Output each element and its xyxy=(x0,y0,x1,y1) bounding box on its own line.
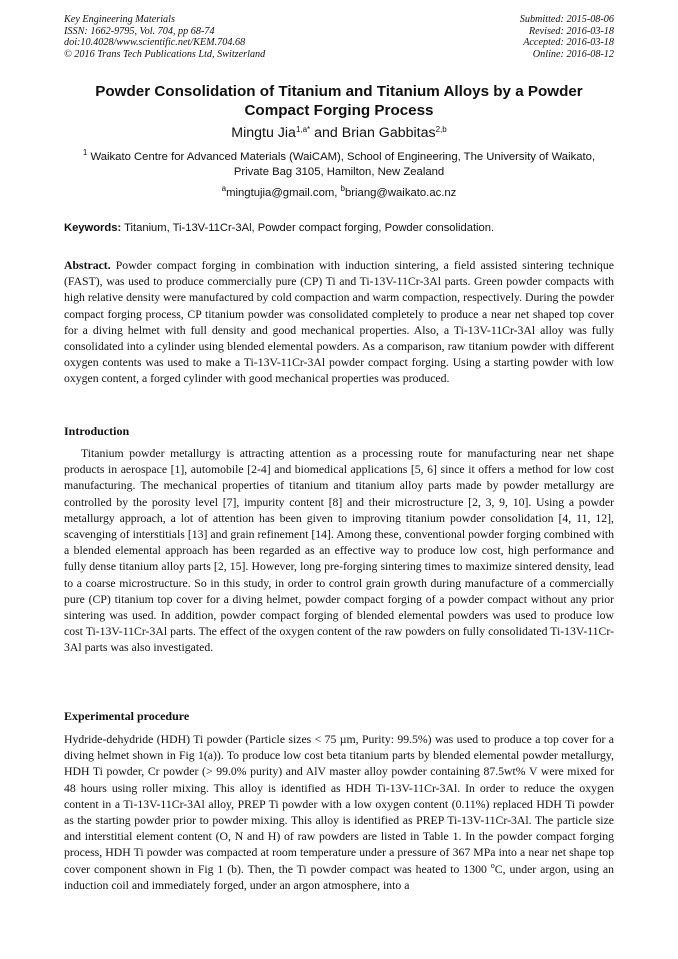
journal-name: Key Engineering Materials xyxy=(64,14,175,25)
keywords-label: Keywords: xyxy=(64,222,122,234)
author-list xyxy=(64,124,614,142)
section-heading-introduction: Introduction xyxy=(64,424,130,438)
abstract-label: Abstract. xyxy=(64,259,111,272)
author-conjunction: and xyxy=(310,125,342,141)
experimental-text-end: C, under argon, using an induction coil and immediately forged, under an argon atmosphere, into a xyxy=(64,862,615,892)
journal-issn: ISSN: 1662-9795, Vol. 704, pp 68-74 xyxy=(64,25,215,37)
keywords xyxy=(64,221,614,236)
email-superscript: a xyxy=(221,184,227,193)
affiliation xyxy=(76,150,602,180)
affiliation-text: Waikato Centre for Advanced Materials (WaiCAM), School of Engineering, The University of Waikato, Private Bag 3105, Hamilton, New Zealand xyxy=(87,151,596,178)
date-revised: Revised: 2016-03-18 xyxy=(528,25,614,37)
paper-title: Powder Consolidation of Titanium and Titanium Alloys by a Powder Compact Forging Process xyxy=(95,83,583,119)
abstract xyxy=(64,258,614,388)
email-link[interactable]: briang@waikato.ac.nz xyxy=(345,187,457,199)
journal-doi: doi:10.4028/www.scientific.net/KEM.704.68 xyxy=(64,37,246,49)
journal-info xyxy=(64,14,364,60)
introduction-section xyxy=(64,446,614,657)
journal-copyright: © 2016 Trans Tech Publications Ltd, Switzerland xyxy=(64,48,266,60)
keywords-text: Titanium, Ti-13V-11Cr-3Al, Powder compact forging, Powder consolidation. xyxy=(121,222,495,234)
email-link[interactable]: mingtujia@gmail.com, xyxy=(226,187,341,199)
date-online: Online: 2016-08-12 xyxy=(532,48,614,60)
experimental-text: Hydride-dehydride (HDH) Ti powder (Particle sizes < 75 µm, Purity: 99.5%) was used to produce a top cover for a diving helmet shown in Fig 1(a)). To produce low cost beta titanium parts by blended elemental powder metallurgy, HDH Ti powder, Cr powder (> 99.0% purity) and AlV master alloy powder containing 87.5wt% V were mixed for 48 hours using roller mixing. This alloy is identified as HDH Ti-13V-11Cr-3Al. In order to reduce the oxygen content in a Ti-13V-11Cr-3Al alloy, PREP Ti powder with a low oxygen content (0.11%) replaced HDH Ti powder as the starting powder prior to powder mixing. This alloy is identified as PREP Ti-13V-11Cr-3Al. The particle size and interstitial element content (O, N and H) of raw powders are listed in Table 1. In the powder compact forging process, HDH Ti powder was compacted at room temperature under a pressure of 367 MPa into a near net shape top cover component shown in Fig 1 (b). Then, the Ti powder compact was heated to 1300 xyxy=(64,733,614,876)
author-name: Brian Gabbitas xyxy=(341,125,436,141)
degree-superscript: o xyxy=(490,860,495,870)
date-submitted: Submitted: 2015-08-06 xyxy=(519,14,614,25)
author-superscript: 1,a* xyxy=(295,125,311,134)
publication-dates xyxy=(354,14,614,60)
experimental-section xyxy=(64,732,614,894)
abstract-paragraph xyxy=(64,258,614,388)
author-superscript: 2,b xyxy=(435,125,447,134)
affiliation-superscript: 1 xyxy=(82,148,88,157)
author-name: Mingtu Jia xyxy=(231,125,296,141)
experimental-paragraph xyxy=(64,732,614,894)
introduction-paragraph: Titanium powder metallurgy is attracting attention as a processing route for manufacturing near net shape products in aerospace [1], automobile [2-4] and biomedical applications [5, 6] since it offers a method for low cost manufacturing. The mechanical properties of titanium and titanium alloy parts made by powder metallurgy are controlled by the porosity level [7], impurity content [8] and their microstructure [2, 3, 9, 10]. Using a powder metallurgy approach, a lot of attention has been given to improving titanium powder consolidation [4, 11, 12], scavenging of interstitials [13] and grain refinement [14]. Among these, conventional powder forging combined with a blended elemental approach has been regarded as an effective way to produce low cost, high performance and fully dense titanium alloy parts [2, 15]. However, long pre-forging sintering times to maximize sintered density, lead to a coarse microstructure. So in this study, in order to control grain growth during manufacture of a commercially pure (CP) titanium top cover for a diving helmet, powder compact forging of a powder compact without any prior sintering was used. In addition, powder compact forging of blended elemental powders was used to produce low cost Ti-13V-11Cr-3Al parts. The effect of the oxygen content of the raw powders on fully consolidated Ti-13V-11Cr-3Al parts was also investigated. xyxy=(64,447,614,655)
author-emails xyxy=(64,186,614,201)
email-superscript: b xyxy=(340,184,345,193)
section-heading-experimental: Experimental procedure xyxy=(64,709,190,723)
date-accepted: Accepted: 2016-03-18 xyxy=(523,37,614,49)
abstract-text: Powder compact forging in combination with induction sintering, a field assisted sintering technique (FAST), was used to produce commercially pure (CP) Ti and Ti-13V-11Cr-3Al parts. Green powder compacts with high relative density were manufactured by cold compaction and warm compaction, respectively. During the powder compact forging process, CP titanium powder was consolidated completely to produce a near net shaped top cover for a diving helmet with full density and good mechanical properties. Also, a Ti-13V-11Cr-3Al alloy was fully consolidated into a cylinder using blended elemental powders. As a comparison, raw titanium powder with different oxygen contents was used to make a Ti-13V-11Cr-3Al powder compact forging. Using a starting powder with low oxygen content, a forged cylinder with good mechanical properties was produced. xyxy=(64,259,614,386)
